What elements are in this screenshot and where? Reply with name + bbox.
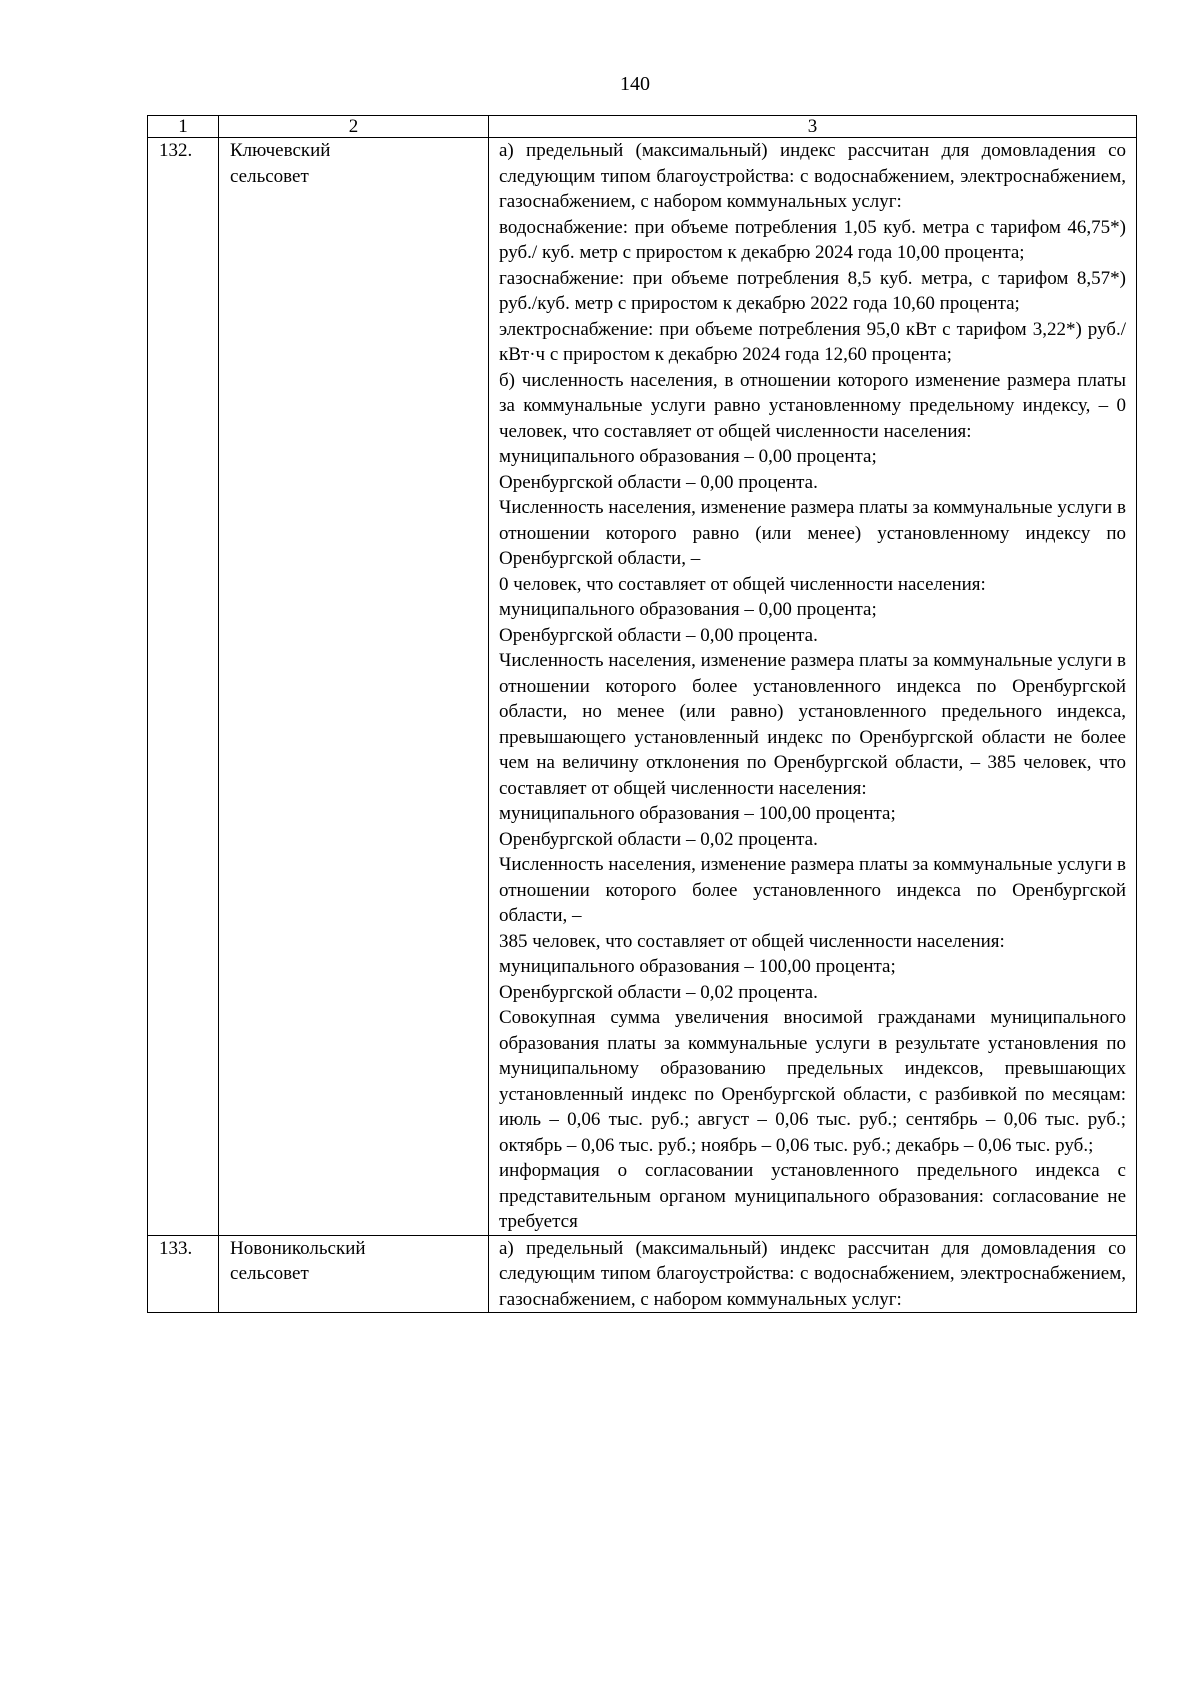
row-number: 133. (148, 1235, 219, 1313)
row-number: 132. (148, 138, 219, 1236)
paragraph: Численность населения, изменение размера платы за коммунальные услуги в отношении которого более установленного индекса по Оренбургской области, но менее (или равно) установленного предельного индекса, превышающего установленный индекс по Оренбургской области не более чем на величину отклонения по Оренбургской области, – 385 человек, что составляет от общей численности населения: (499, 650, 1126, 799)
municipality-name-line: Новоникольский (230, 1237, 366, 1259)
municipality-name-line: сельсовет (230, 165, 309, 187)
paragraph: Оренбургской области – 0,02 процента. (499, 828, 818, 850)
paragraph: Оренбургской области – 0,02 процента. (499, 981, 818, 1003)
paragraph: муниципального образования – 100,00 процента; (499, 956, 896, 977)
index-description (489, 1235, 1137, 1313)
data-table (147, 115, 1137, 1313)
paragraph: Численность населения, изменение размера платы за коммунальные услуги в отношении которого равно (или менее) установленному индексу по Оренбургской области, – (499, 497, 1126, 569)
paragraph: муниципального образования – 100,00 процента; (499, 803, 896, 824)
table-row (148, 138, 1137, 1236)
paragraph: а) предельный (максимальный) индекс рассчитан для домовладения со следующим типом благоустройства: с водоснабжением, электроснабжением, газоснабжением, с набором коммунальных услуг: (499, 140, 1126, 212)
paragraph: б) численность населения, в отношении которого изменение размера платы за коммунальные услуги равно установленному предельному индексу, – 0 человек, что составляет от общей численности населения: (499, 369, 1126, 442)
table-header-row (148, 116, 1137, 138)
paragraph: а) предельный (максимальный) индекс рассчитан для домовладения со следующим типом благоустройства: с водоснабжением, электроснабжением, газоснабжением, с набором коммунальных услуг: (499, 1237, 1126, 1310)
index-description (489, 138, 1137, 1236)
page-number: 140 (620, 73, 650, 95)
paragraph: 0 человек, что составляет от общей численности населения: (499, 573, 986, 595)
paragraph: водоснабжение: при объеме потребления 1,05 куб. метра с тарифом 46,75*) руб./ куб. метр с приростом к декабрю 2024 года 10,00 процента; (499, 216, 1126, 263)
municipality-name (219, 1235, 489, 1313)
paragraph: 385 человек, что составляет от общей численности населения: (499, 930, 1005, 952)
column-header: 1 (148, 116, 219, 138)
column-header: 3 (489, 116, 1137, 138)
municipality-name (219, 138, 489, 1236)
paragraph: электроснабжение: при объеме потребления 95,0 кВт с тарифом 3,22*) руб./кВт·ч с приростом к декабрю 2024 года 12,60 процента; (499, 318, 1126, 365)
municipality-name-line: сельсовет (230, 1263, 309, 1284)
paragraph: муниципального образования – 0,00 процента; (499, 599, 877, 620)
paragraph: Оренбургской области – 0,00 процента. (499, 624, 818, 646)
paragraph: Оренбургской области – 0,00 процента. (499, 471, 818, 493)
municipality-name-line: Ключевский (230, 140, 331, 161)
paragraph: Совокупная сумма увеличения вносимой гражданами муниципального образования платы за коммунальные услуги в результате установления по муниципальному образованию предельных индексов, превышающих установленный индекс по Оренбургской области, с разбивкой по месяцам: июль – 0,06 тыс. руб.; август – 0,06 тыс. руб.; сентябрь – 0,06 тыс. руб.; октябрь – 0,06 тыс. руб.; ноябрь – 0,06 тыс. руб.; декабрь – 0,06 тыс. руб.; (499, 1007, 1126, 1156)
paragraph: муниципального образования – 0,00 процента; (499, 446, 877, 467)
paragraph: газоснабжение: при объеме потребления 8,5 куб. метра, с тарифом 8,57*) руб./куб. метр с приростом к декабрю 2022 года 10,60 процента; (499, 267, 1126, 314)
column-header: 2 (219, 116, 489, 138)
table-row (148, 1235, 1137, 1313)
paragraph: информация о согласовании установленного предельного индекса с представительным органом муниципального образования: согласование не требуется (499, 1160, 1126, 1232)
paragraph: Численность населения, изменение размера платы за коммунальные услуги в отношении которого более установленного индекса по Оренбургской области, – (499, 854, 1126, 926)
